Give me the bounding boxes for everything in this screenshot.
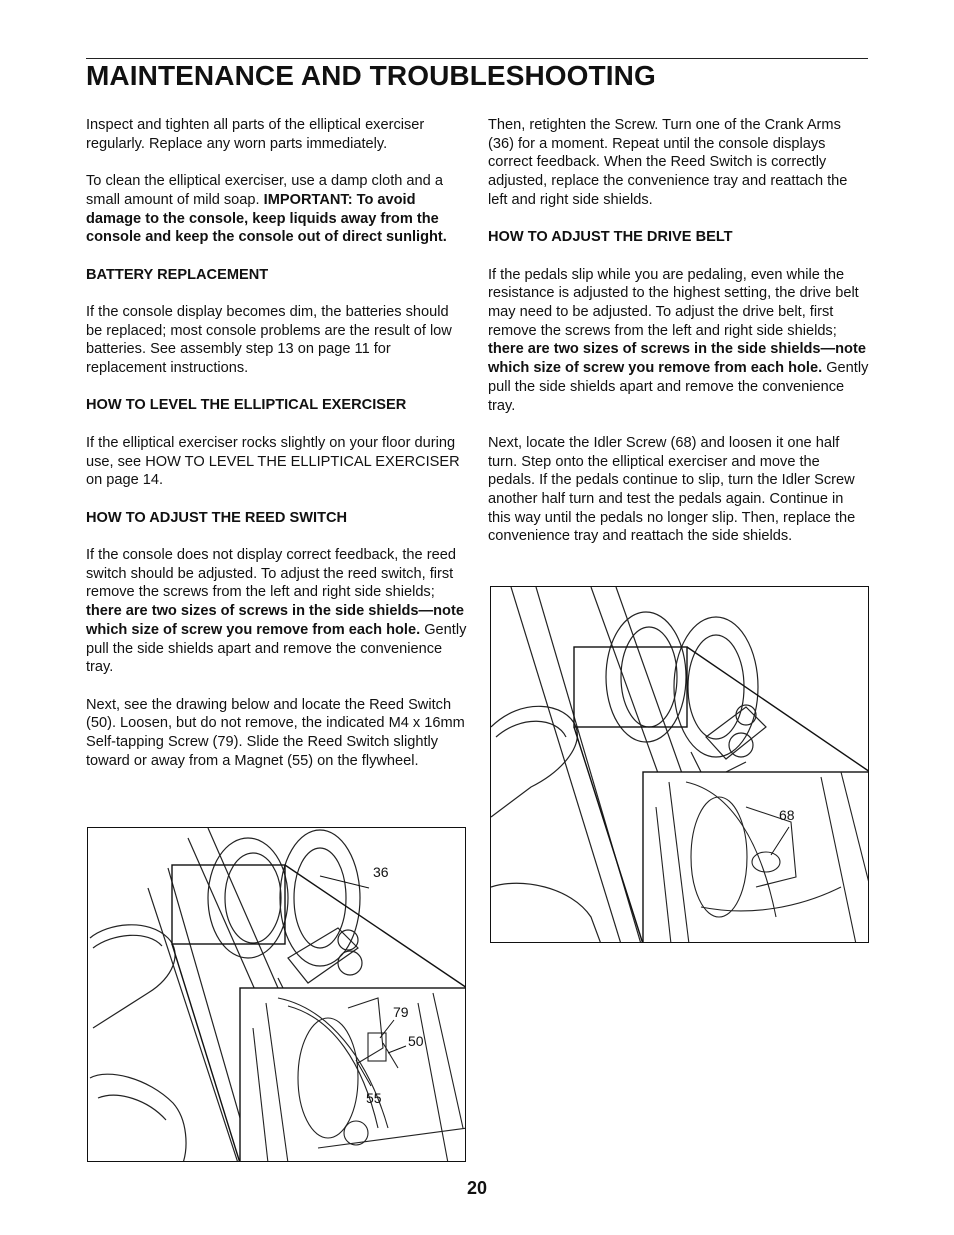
left-column [86,116,468,789]
paragraph-reed-1: If the console does not display correct feedback, the reed switch should be adjusted. To adjust the reed switch, first remove the screws from the left and right side shields; there are two sizes of screws in the side shields—note which size of screw you remove from each hole. Gently pull the side shields apart and remove the convenience tray. [86,547,467,676]
drive-belt-figure [490,586,869,943]
page-title: MAINTENANCE AND TROUBLESHOOTING [86,60,656,91]
paragraph-level: If the elliptical exerciser rocks slightly on your floor during use, see HOW TO LEVEL THE ELLIPTICAL EXERCISER on page 14. [86,434,460,489]
heading-reed-switch: HOW TO ADJUST THE REED SWITCH [86,509,348,526]
important-warning: IMPORTANT: To avoid damage to the console, keep liquids away from the console and keep the console out of direct sunlight. [86,191,447,246]
heading-drive-belt: HOW TO ADJUST THE DRIVE BELT [488,229,733,246]
page-number: 20 [466,1178,488,1198]
paragraph-cleaning: To clean the elliptical exerciser, use a damp cloth and a small amount of mild soap. IMPORTANT: To avoid damage to the console, keep liquids away from the console and keep the console out of direct sunlight. [86,173,447,246]
paragraph-reed-2: Next, see the drawing below and locate the Reed Switch (50). Loosen, but do not remove, the indicated M4 x 16mm Self-tapping Screw (79). Slide the Reed Switch slightly toward or away from a Magnet (55) on the flywheel. [86,696,465,769]
paragraph-inspect: Inspect and tighten all parts of the elliptical exerciser regularly. Replace any worn parts immediately. [86,117,425,152]
heading-level: HOW TO LEVEL THE ELLIPTICAL EXERCISER [86,397,407,414]
paragraph-belt-2: Next, locate the Idler Screw (68) and loosen it one half turn. Step onto the elliptical exerciser and move the pedals. If the pedals continue to slip, turn the Idler Screw another half turn and test the pedals again. Continue in this way until the pedals no longer slip. Then, replace the convenience tray and reattach the side shields. [488,434,856,545]
header-rule [86,58,868,59]
right-column [488,116,870,565]
callout-68: 68 [779,807,795,823]
paragraph-reed-3: Then, retighten the Screw. Turn one of the Crank Arms (36) for a moment. Repeat until the console displays correct feedback. When the Reed Switch is correctly adjusted, replace the convenience tray and reattach the left and right side shields. [488,117,848,208]
callout-79: 79 [393,1004,409,1020]
paragraph-belt-1: If the pedals slip while you are pedaling, even while the resistance is adjusted to the highest setting, the drive belt may need to be adjusted. To adjust the drive belt, first remove the screws from the left and right side shields; there are two sizes of screws in the side shields—note which size of screw you remove from each hole. Gently pull the side shields apart and remove the convenience tray. [488,266,869,414]
reed-switch-figure [87,827,466,1162]
callout-55: 55 [366,1090,382,1106]
callout-36: 36 [373,864,389,880]
reed-switch-drawing [88,828,466,1162]
screw-size-warning-2: there are two sizes of screws in the side shields—note which size of screw you remove from each hole. [488,341,866,377]
heading-battery-replacement: BATTERY REPLACEMENT [86,266,269,283]
paragraph-battery: If the console display becomes dim, the batteries should be replaced; most console problems are the result of low batteries. See assembly step 13 on page 11 for replacement instructions. [86,303,452,377]
screw-size-warning: there are two sizes of screws in the side shields—note which size of screw you remove from each hole. [86,603,464,638]
callout-50: 50 [408,1033,424,1049]
drive-belt-drawing [491,587,869,943]
